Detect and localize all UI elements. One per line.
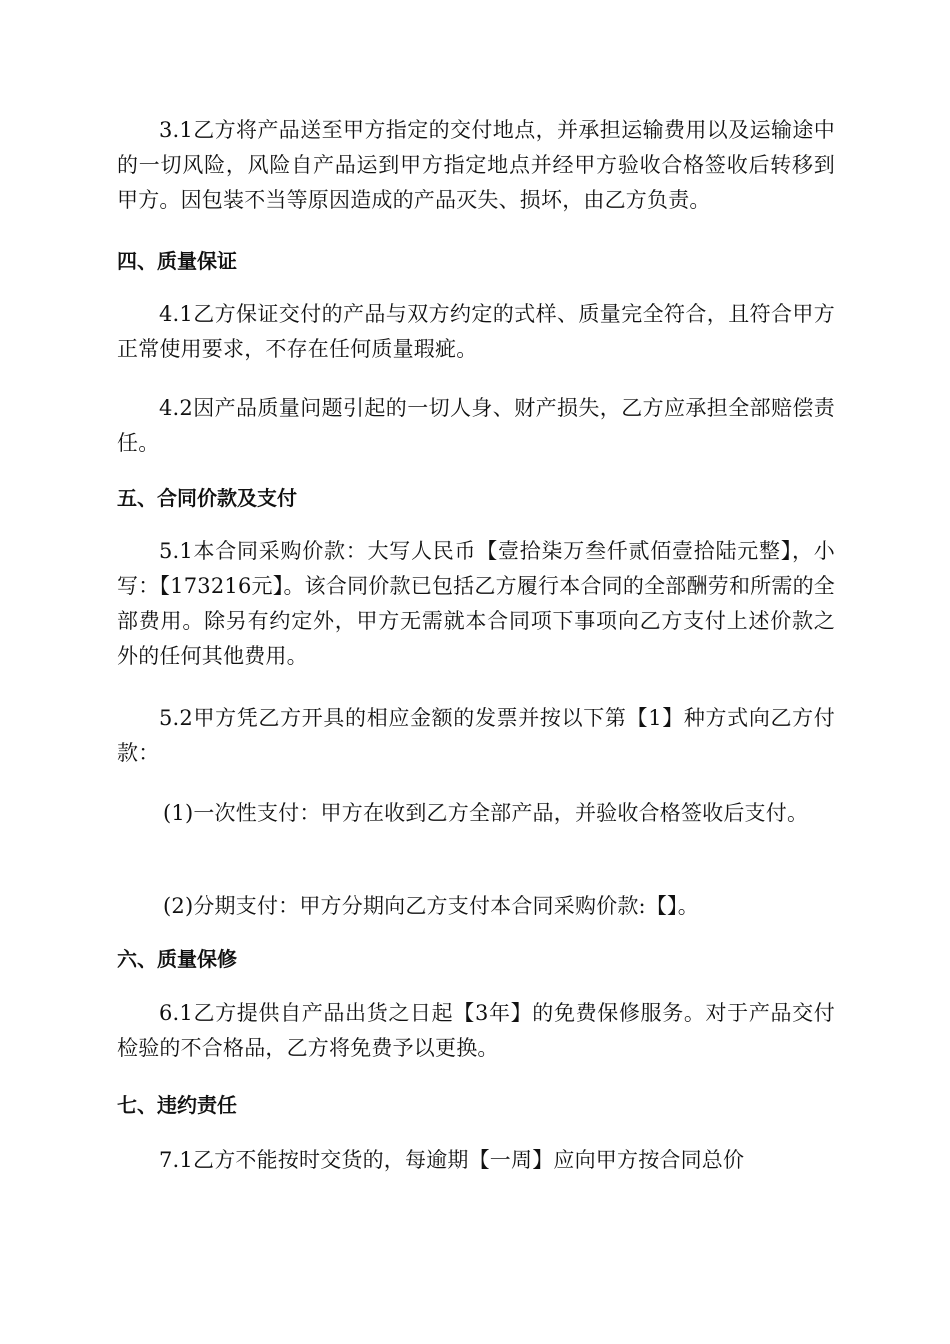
clause-5-2: 5.2甲方凭乙方开具的相应金额的发票并按以下第【1】种方式向乙方付款： <box>117 706 835 765</box>
clause-5-2-option-1: (1)一次性支付：甲方在收到乙方全部产品，并验收合格签收后支付。 <box>163 801 809 825</box>
section-heading-6: 六、质量保修 <box>117 947 237 971</box>
section-heading-4: 四、质量保证 <box>117 249 237 273</box>
clause-5-1: 5.1本合同采购价款：大写人民币【壹拾柒万叁仟贰佰壹拾陆元整】，小写：【173216元】。该合同价款已包括乙方履行本合同的全部酬劳和所需的全部费用。除另有约定外，甲方无需就本合同项下事项向乙方支付上述价款之外的任何其他费用。 <box>117 539 835 668</box>
clause-7-1: 7.1乙方不能按时交货的，每逾期【一周】应向甲方按合同总价 <box>159 1148 745 1172</box>
section-heading-7: 七、违约责任 <box>117 1093 237 1117</box>
clause-4-2: 4.2因产品质量问题引起的一切人身、财产损失，乙方应承担全部赔偿责任。 <box>117 396 835 455</box>
clause-5-2-option-2: (2)分期支付：甲方分期向乙方支付本合同采购价款:【】。 <box>163 894 699 918</box>
clause-4-1: 4.1乙方保证交付的产品与双方约定的式样、质量完全符合，且符合甲方正常使用要求，不存在任何质量瑕疵。 <box>117 302 835 361</box>
clause-6-1: 6.1乙方提供自产品出货之日起【3年】的免费保修服务。对于产品交付检验的不合格品，乙方将免费予以更换。 <box>117 1001 835 1060</box>
section-heading-5: 五、合同价款及支付 <box>117 486 297 510</box>
clause-3-1: 3.1乙方将产品送至甲方指定的交付地点，并承担运输费用以及运输途中的一切风险，风险自产品运到甲方指定地点并经甲方验收合格签收后转移到甲方。因包装不当等原因造成的产品灭失、损坏，由乙方负责。 <box>117 118 835 212</box>
